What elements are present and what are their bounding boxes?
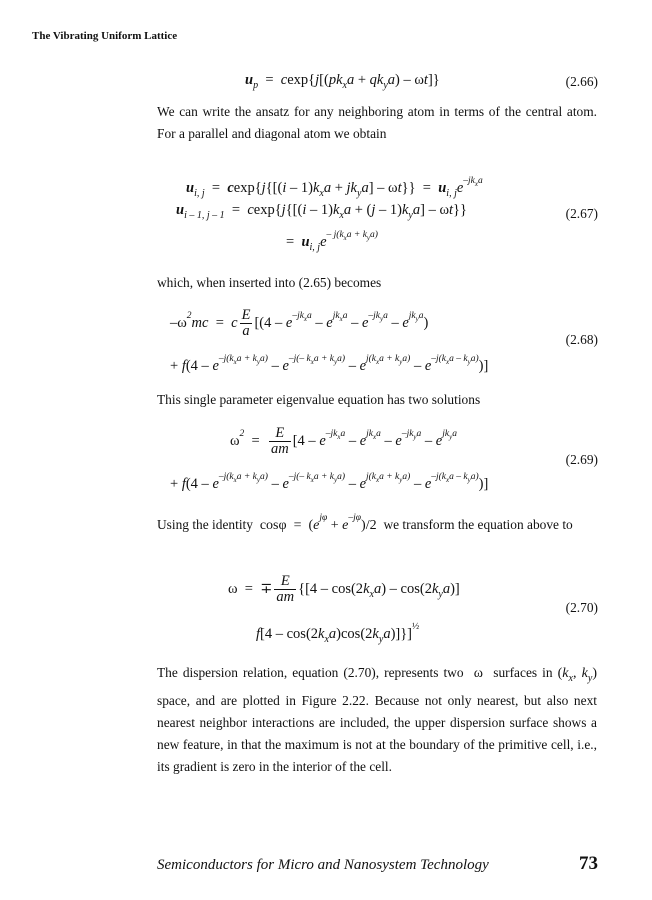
dispersion-mid-text: surfaces in (493, 665, 553, 680)
paragraph-ansatz: We can write the ansatz for any neighboring atom in terms of the central atom. For a parallel and diagonal atom we obtain (157, 104, 597, 141)
dispersion-post-text: space, and are plotted in Figure 2.22. Because not only nearest, but also next nearest neighbor interactions are included, the upper dispersion surface shows a new feature, in that the maximum is not at the boundary of the primitive cell, i.e., its gradient is zero in the interior of the cell. (157, 693, 597, 774)
paragraph-single-param: This single parameter eigenvalue equation has two solutions (157, 392, 481, 407)
dispersion-pre-text: The dispersion relation, equation (2.70), represents two (157, 665, 464, 680)
equation-number: (2.67) (565, 206, 598, 221)
kx-ky-pair: ($k_x$, $k_y$) (557, 666, 597, 684)
identity-formula: $\cos\varphi = (e^{j\varphi} + e^{-j\varphi})/2$ (256, 513, 381, 533)
identity-post-text: we transform the equation above to (383, 517, 573, 532)
equation-number: (2.68) (565, 332, 598, 347)
identity-pre-text: Using the identity (157, 517, 253, 532)
equation-2-70: ω = ∓ $\frac{E}{am}$ {$[4 - \cos(2k_xa) - \cos(2k_ya)]$ $f[4 - \cos(2k_xa)\cos(2k_ya)]\}]^{\frac{1}{2}}$ (2.70) (228, 573, 598, 645)
page-number: 73 (579, 853, 598, 874)
equation-2-68: $-\omega^2mc = c$ $\frac{E}{a}$ [$(4 - e^{-jk_xa} - e^{jk_xa} - e^{-jk_ya} - e^{jk_ya})$ + $f(4 - e^{-j(k_xa + k_ya)} - e^{-j(- k_xa + k_ya)} - e^{j(k_xa + k_ya)} - e^{-j(k_xa - k_ya)})$] (2.68) (170, 307, 598, 374)
footer-book-title: Semiconductors for Micro and Nanosystem Technology (157, 857, 489, 873)
equation-2-69: $\omega^2$ = $\frac{E}{am}$ [$4 - e^{-jk_xa} - e^{jk_xa} - e^{-jk_ya} - e^{jk_ya}$ + $f(4 - e^{-j(k_xa + k_ya)} - e^{-j(- k_xa + k_ya)} - e^{j(k_xa + k_ya)} - e^{-j(k_xa - k_ya)})$] (2.69) (170, 425, 598, 492)
running-head: The Vibrating Uniform Lattice (32, 30, 178, 42)
paragraph-dispersion (157, 662, 597, 778)
omega-symbol: ω (468, 666, 489, 681)
equation-2-67: $u_{i, j} = cexp\{j\{[(i - 1)k_xa + jk_ya] - \omega t\}\} = u_{i, j}e^{-jk_xa}$ $u_{i - 1, j - 1} = cexp\{j\{[(i - 1)k_xa + (j - 1)k_ya] - \omega t\}\}$ = $u_{i, j}e^{- j(k_xa + k_ya)}$ (2.67) (176, 176, 598, 253)
equation-number: (2.70) (565, 600, 598, 615)
equation-number: (2.69) (565, 452, 598, 467)
equation-number: (2.66) (565, 74, 598, 89)
equation-2-66: $u_p = cexp\{j[(pk_xa + qk_ya) - \omega t]\}$ (2.66) (245, 72, 598, 91)
paragraph-inserted: which, when inserted into (2.65) becomes (157, 275, 382, 290)
paragraph-identity (157, 507, 597, 537)
